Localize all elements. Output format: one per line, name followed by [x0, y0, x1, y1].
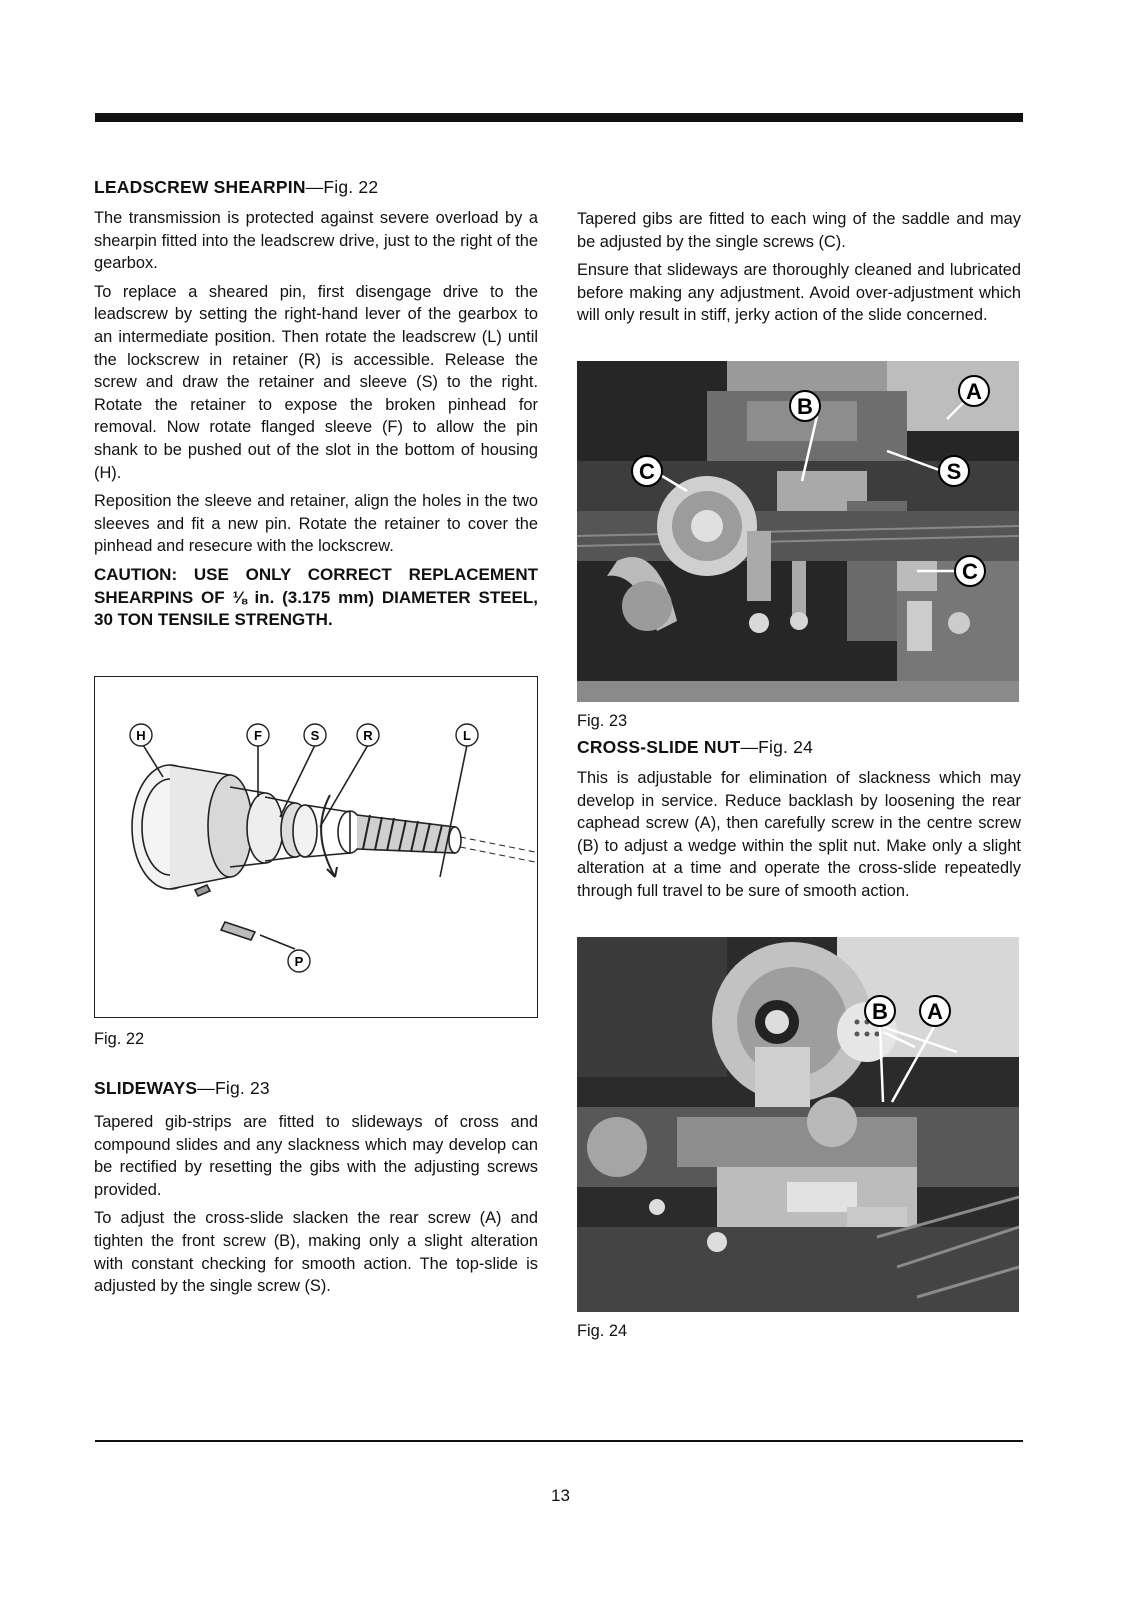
slideways-title: SLIDEWAYS: [94, 1078, 198, 1098]
leadscrew-paragraph-2: To replace a sheared pin, first disengage drive to the leadscrew by setting the right-hand lever of the gearbox to an intermediate position. Then rotate the leadscrew (L) until the lockscrew in retainer (R) is accessible. Release the screw and draw the retainer and sleeve (S) to the right. Rotate the retainer to expose the broken pinhead for removal. Now rotate flanged sleeve (F) to allow the pin shank to be pushed out of the slot in the bottom of housing (H).: [94, 282, 538, 482]
leadscrew-paragraph-3: Reposition the sleeve and retainer, align the holes in the two sleeves and fit a new pin. Rotate the retainer to cover the pinhead and resecure with the lockscrew.: [94, 492, 538, 556]
leadscrew-title: LEADSCREW SHEARPIN: [94, 177, 306, 197]
fig22-label-r: [357, 724, 379, 746]
fig23-label-c-left: [632, 456, 662, 486]
fig23-label-a: [959, 376, 989, 406]
leadscrew-paragraph-1: The transmission is protected against severe overload by a shearpin fitted into the leadscrew drive, just to the right of the gearbox.: [94, 209, 538, 273]
slideways-paragraph-2: To adjust the cross-slide slacken the rear screw (A) and tighten the front screw (B), making only a slight alteration with constant checking for smooth action. The top-slide is adjusted by the single screw (S).: [94, 1209, 538, 1296]
shearpin-assembly-drawing: [95, 677, 537, 1017]
fig23-caption: Fig. 23: [577, 712, 628, 730]
svg-text:C: C: [962, 559, 978, 584]
svg-text:F: F: [254, 728, 262, 743]
slideways-fig-ref: —Fig. 23: [197, 1078, 270, 1098]
fig24-caption: Fig. 24: [577, 1322, 628, 1340]
svg-text:A: A: [927, 999, 943, 1024]
fig23-label-s: [939, 456, 969, 486]
saddle-photo-illustration: [577, 361, 1019, 702]
fig23-label-b: [790, 391, 820, 421]
crossslide-title: CROSS-SLIDE NUT: [577, 737, 741, 757]
caution-note: CAUTION: USE ONLY CORRECT REPLACEMENT SHEARPINS OF ⅛ in. (3.175 mm) DIAMETER STEEL, 30 TON TENSILE STRENGTH.: [94, 564, 538, 630]
fig22-label-f: [247, 724, 269, 746]
crossslide-paragraph-1: This is adjustable for elimination of slackness which may develop in service. Reduce backlash by loosening the rear caphead screw (A), then carefully screw in the centre screw (B) to adjust a wedge within the split nut. Make only a slight alteration at a time and operate the cross-slide repeatedly through full travel to be sure of smooth action.: [577, 769, 1021, 900]
fig24-label-b: [865, 996, 895, 1026]
svg-text:R: R: [363, 728, 373, 743]
fig22-label-s: [304, 724, 326, 746]
svg-text:P: P: [294, 954, 304, 969]
svg-text:B: B: [797, 394, 813, 419]
svg-text:S: S: [310, 728, 320, 743]
crossslide-section: [577, 736, 1021, 909]
fig22-label-p: [288, 950, 310, 972]
gibs-section: [577, 208, 1021, 333]
fig23-label-c-right: [955, 556, 985, 586]
svg-text:A: A: [966, 379, 982, 404]
leadscrew-fig-ref: —Fig. 22: [305, 177, 379, 197]
leadscrew-heading: [94, 176, 538, 198]
slideways-section: [94, 1077, 538, 1304]
page-number: 13: [551, 1486, 570, 1505]
bottom-rule: [95, 1440, 1023, 1442]
svg-text:H: H: [136, 728, 146, 743]
gibs-paragraph-1: Tapered gibs are fitted to each wing of the saddle and may be adjusted by the single screws (C).: [577, 210, 1021, 251]
fig24-label-a: [920, 996, 950, 1026]
leadscrew-section: [94, 176, 538, 632]
svg-text:S: S: [946, 459, 962, 484]
slideways-heading: [94, 1077, 538, 1099]
svg-text:L: L: [463, 728, 471, 743]
crossslide-fig-ref: —Fig. 24: [740, 737, 814, 757]
top-rule: [95, 113, 1023, 122]
fig22-caption: Fig. 22: [94, 1030, 145, 1048]
fig22-diagram: [94, 676, 538, 1018]
crossslide-photo-illustration: [577, 937, 1019, 1312]
slideways-paragraph-1: Tapered gib-strips are fitted to slideways of cross and compound slides and any slackness which may develop can be rectified by resetting the gibs with the adjusting screws provided.: [94, 1113, 538, 1199]
gibs-paragraph-2: Ensure that slideways are thoroughly cleaned and lubricated before making any adjustment. Avoid over-adjustment which will only result in stiff, jerky action of the slide concerned.: [577, 261, 1021, 325]
fig22-label-h: [130, 724, 152, 746]
fig24-photo: [577, 937, 1019, 1312]
fig22-label-l: [456, 724, 478, 746]
svg-text:B: B: [872, 999, 888, 1024]
svg-text:C: C: [639, 459, 655, 484]
crossslide-heading: [577, 736, 1021, 758]
fig23-photo: [577, 361, 1019, 702]
